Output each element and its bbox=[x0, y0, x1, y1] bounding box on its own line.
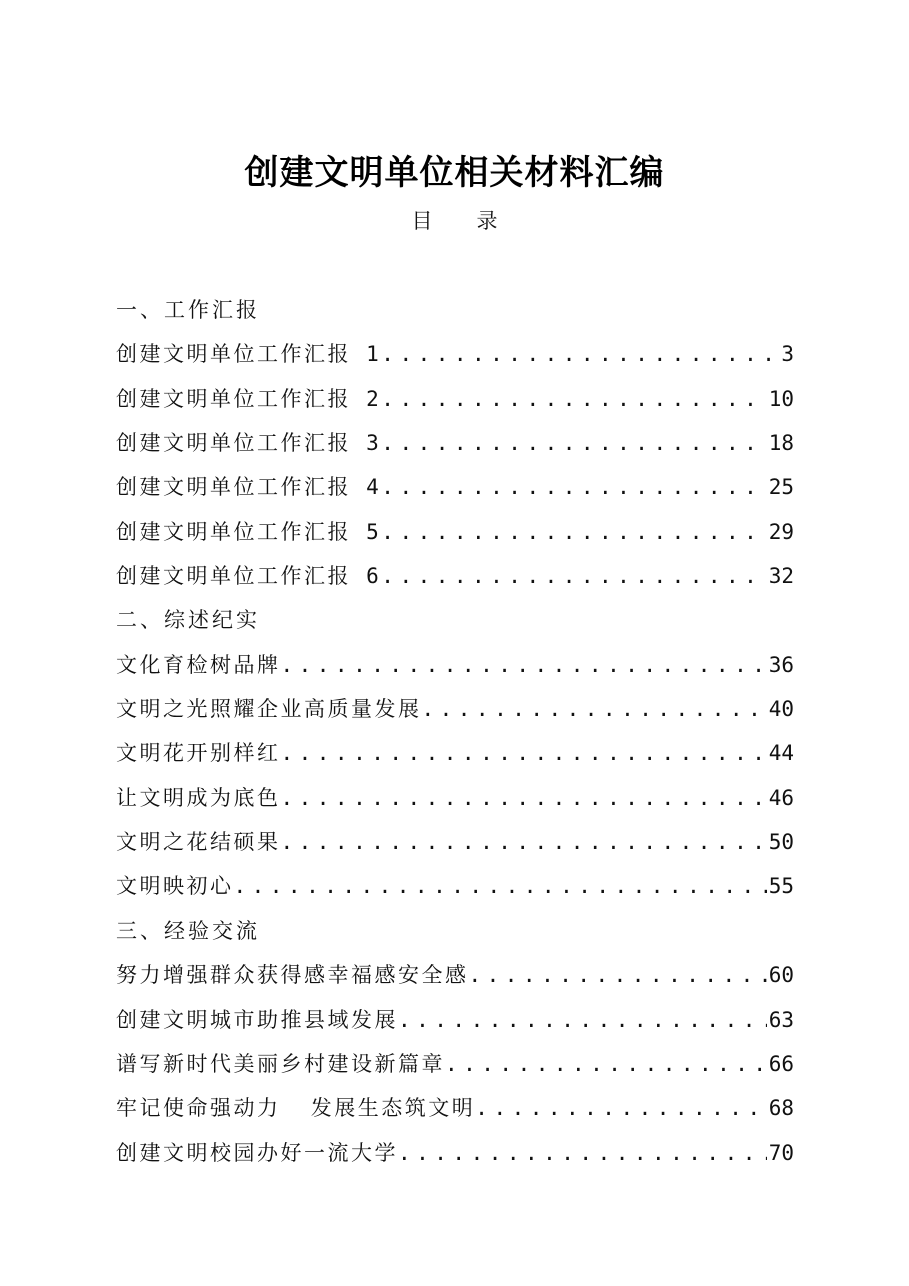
toc-heading: 目录 bbox=[411, 209, 542, 233]
dot-leader bbox=[381, 332, 779, 376]
toc-section-heading-experience: 三、经验交流 bbox=[116, 918, 260, 943]
dot-leader bbox=[234, 864, 767, 908]
dot-leader bbox=[281, 776, 767, 820]
dot-leader bbox=[381, 465, 766, 509]
toc-entry-title: 创建文明单位工作汇报 1 bbox=[116, 342, 382, 367]
toc-entry-page: 46 bbox=[768, 785, 794, 810]
toc-entry-title: 创建文明单位工作汇报 4 bbox=[116, 475, 382, 500]
dot-leader bbox=[469, 953, 767, 997]
toc-entry-title: 文明花开别样红 bbox=[116, 741, 281, 766]
dot-leader bbox=[398, 998, 767, 1042]
dot-leader bbox=[281, 643, 767, 687]
toc-entry-title: 创建文明单位工作汇报 5 bbox=[116, 519, 382, 544]
dot-leader bbox=[381, 510, 766, 554]
toc-entry[interactable] bbox=[116, 687, 794, 731]
dot-leader bbox=[398, 1131, 767, 1175]
toc-entry-page: 29 bbox=[768, 519, 794, 544]
toc-entry[interactable] bbox=[116, 377, 794, 421]
toc-entry-title: 创建文明单位工作汇报 6 bbox=[116, 564, 382, 589]
toc-section-heading-summaries: 二、综述纪实 bbox=[116, 608, 260, 633]
toc-entry-page: 25 bbox=[768, 475, 794, 500]
toc-entry[interactable] bbox=[116, 1131, 794, 1175]
toc-entry-page: 32 bbox=[768, 564, 794, 589]
toc-entry-page: 50 bbox=[768, 830, 794, 855]
toc-section-heading-work-reports: 一、工作汇报 bbox=[116, 298, 260, 322]
toc-entry-title: 文化育检树品牌 bbox=[116, 652, 281, 677]
toc-entry[interactable] bbox=[116, 776, 794, 820]
toc-entry-page: 10 bbox=[768, 386, 794, 411]
toc-entry[interactable] bbox=[116, 1042, 794, 1086]
dot-leader bbox=[422, 687, 767, 731]
toc-entry-title: 文明映初心 bbox=[116, 874, 234, 899]
toc-entry-page: 44 bbox=[768, 741, 794, 766]
dot-leader bbox=[381, 377, 766, 421]
toc-entry-title: 文明之光照耀企业高质量发展 bbox=[116, 697, 422, 722]
dot-leader bbox=[381, 554, 766, 598]
toc-entry[interactable] bbox=[116, 421, 794, 465]
toc-entry-title: 创建文明单位工作汇报 2 bbox=[116, 386, 382, 411]
toc-entry-page: 55 bbox=[768, 874, 794, 899]
toc-entry-title: 谱写新时代美丽乡村建设新篇章 bbox=[116, 1051, 445, 1076]
toc-entry-title: 创建文明单位工作汇报 3 bbox=[116, 431, 382, 456]
toc-entry[interactable] bbox=[116, 465, 794, 509]
toc-entry-page: 68 bbox=[768, 1096, 794, 1121]
dot-leader bbox=[475, 1086, 766, 1130]
toc-entry-page: 36 bbox=[768, 652, 794, 677]
toc-entry-page: 60 bbox=[768, 963, 794, 988]
toc-entry-page: 70 bbox=[768, 1140, 794, 1165]
toc-entry-page: 3 bbox=[781, 342, 794, 367]
dot-leader bbox=[281, 820, 767, 864]
toc-entry-title: 让文明成为底色 bbox=[116, 785, 281, 810]
toc-entry-title: 创建文明校园办好一流大学 bbox=[116, 1140, 398, 1165]
toc-entry[interactable] bbox=[116, 998, 794, 1042]
toc-entry[interactable] bbox=[116, 332, 794, 376]
toc-entry[interactable] bbox=[116, 731, 794, 775]
toc-entry[interactable] bbox=[116, 953, 794, 997]
toc-entry-page: 18 bbox=[768, 431, 794, 456]
dot-leader bbox=[281, 731, 767, 775]
toc-entry-page: 66 bbox=[768, 1051, 794, 1076]
toc-entry-title: 文明之花结硕果 bbox=[116, 830, 281, 855]
table-of-contents bbox=[116, 288, 794, 1175]
toc-entry[interactable] bbox=[116, 1086, 794, 1130]
toc-entry-title: 牢记使命强动力 发展生态筑文明 bbox=[116, 1096, 476, 1121]
dot-leader bbox=[445, 1042, 767, 1086]
toc-entry-page: 63 bbox=[768, 1007, 794, 1032]
toc-entry-title: 努力增强群众获得感幸福感安全感 bbox=[116, 963, 469, 988]
toc-entry[interactable] bbox=[116, 864, 794, 908]
toc-entry-page: 40 bbox=[768, 697, 794, 722]
toc-entry-title: 创建文明城市助推县域发展 bbox=[116, 1007, 398, 1032]
dot-leader bbox=[381, 421, 766, 465]
toc-entry[interactable] bbox=[116, 510, 794, 554]
page-title: 创建文明单位相关材料汇编 bbox=[244, 153, 665, 193]
toc-entry[interactable] bbox=[116, 643, 794, 687]
toc-entry[interactable] bbox=[116, 554, 794, 598]
toc-entry[interactable] bbox=[116, 820, 794, 864]
